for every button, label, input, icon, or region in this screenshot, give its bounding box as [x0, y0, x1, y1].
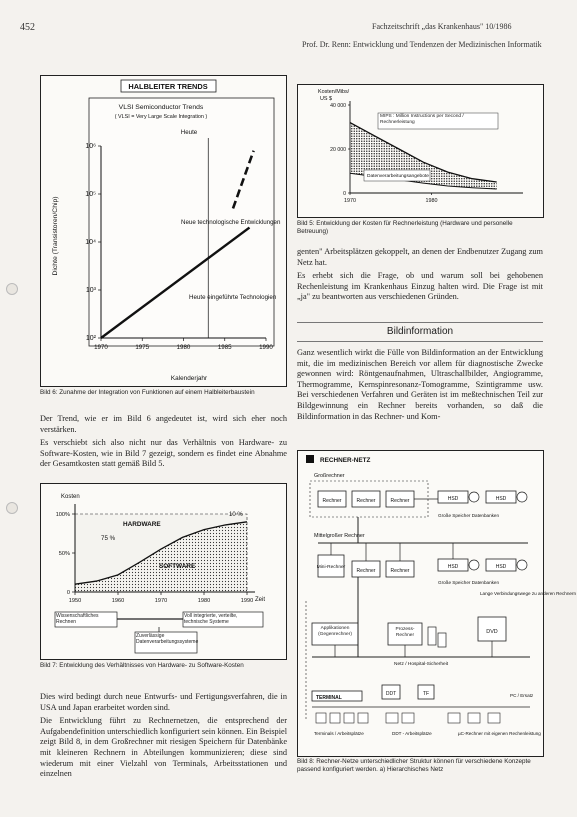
- right-column-top: [297, 247, 543, 306]
- paragraph: genten" Arbeitsplätzen gekoppelt, an denen der Endbenutzer Zugang zum Netz hat.: [297, 247, 543, 267]
- journal-title: Fachzeitschrift „das Krankenhaus" 10/1986: [372, 22, 512, 31]
- fig5-y-tick-label: 0: [343, 191, 346, 197]
- section-title: Bildinformation: [386, 326, 454, 337]
- fig7-x-tick-label: 1990: [240, 598, 254, 604]
- left-column-bottom: [40, 692, 287, 783]
- fig8-hsd-2: HSD: [495, 496, 507, 502]
- fig8-disk-label-1: Große Speicher Datenbanken: [438, 513, 500, 518]
- fig7-caption: Bild 7: Entwicklung des Verhältnisses von Hardware- zu Software-Kosten: [40, 662, 244, 669]
- fig6-subtitle2: ( VLSI = Very Large Scale Integration ): [114, 114, 208, 120]
- fig7-x-tick-label: 1970: [154, 598, 168, 604]
- fig8-terminals-label: Terminals / Arbeitsplätze: [314, 731, 364, 736]
- fig5-x-tick-label: 1980: [425, 198, 438, 204]
- author-line: Prof. Dr. Renn: Entwicklung und Tendenzen der Medizinischen Informatik: [302, 40, 542, 49]
- section-rule: [297, 322, 543, 323]
- paragraph: Dies wird bedingt durch neue Entwurfs- und Fertigungsverfahren, die in USA und Japan erarbeitet worden sind.: [40, 692, 287, 712]
- fig6-current-tech-label: Heute eingeführte Technologien: [189, 294, 277, 301]
- fig7-chart: [41, 484, 286, 659]
- fig6-x-tick-label: 1975: [135, 344, 150, 351]
- fig8-hsd-4: HSD: [495, 564, 507, 570]
- fig8-ddt-label: DDT - Arbeitsplätze: [392, 731, 432, 736]
- fig5-x-tick-label: 1970: [344, 198, 356, 204]
- fig8-grossrechner: Großrechner: [314, 473, 345, 479]
- fig7-pct-10: 10 %: [229, 512, 243, 518]
- fig8-mittelrechner: Mittelgroßer Rechner: [314, 533, 365, 539]
- fig8-rechner-4: Rechner: [356, 568, 376, 574]
- figure-8: [297, 450, 577, 757]
- fig7-x-tick-label: 1950: [68, 598, 82, 604]
- fig6-x-tick-label: 1990: [259, 344, 273, 351]
- fig8-pc-label: µC-Rechner mit eigenen Rechenleistung: [458, 731, 541, 736]
- fig7-software-label: SOFTWARE: [159, 563, 196, 570]
- fig6-subtitle: VLSI Semiconductor Trends: [118, 104, 204, 111]
- fig8-network-diagram: [298, 451, 577, 756]
- left-column-top: [40, 414, 287, 473]
- fig8-rechner-2: Rechner: [356, 498, 376, 504]
- fig6-xlabel: Kalenderjahr: [170, 375, 208, 382]
- fig8-rechner-3: Rechner: [390, 498, 410, 504]
- fig5-caption: Bild 5: Entwicklung der Kosten für Rechnerleistung (Hardware und personelle Betreuung): [297, 220, 513, 235]
- fig6-new-tech-label: Neue technologische Entwicklungen: [181, 219, 281, 226]
- fig8-process: Prozess-Rechner: [395, 627, 415, 638]
- fig8-network: Netz / Hospital-Sicherheit: [394, 662, 449, 667]
- fig8-ddt: DDT: [385, 691, 397, 697]
- fig6-y-tick-label: 10⁶: [85, 143, 96, 150]
- fig6-heute: Heute: [180, 129, 198, 136]
- fig6-x-tick-label: 1985: [217, 344, 232, 351]
- fig6-y-tick-label: 10⁴: [85, 239, 96, 246]
- figure-6: [40, 75, 287, 387]
- fig5-ylabel-unit: US $: [320, 96, 332, 102]
- fig8-dvd: DVD: [486, 629, 498, 635]
- fig5-chart: [298, 85, 543, 217]
- fig8-rechner-1: Rechner: [322, 498, 342, 504]
- paragraph: Die Entwicklung führt zu Rechnernetzen, die entsprechend der Aufgabendefinition unterschiedlich konfiguriert sein können. Ein Beispiel zeigt Bild 8, in dem Großrechner mit riesigen Speichern für Datenbänke mit kleineren Rechnern in Abteilungen kommunizieren; diese sind wiederum mit einer Vielzahl von Terminals, Arbeitsstationen und einzelnen: [40, 716, 287, 779]
- fig5-software-label: Datenverarbeitungsangebote: [367, 174, 429, 179]
- paragraph: Es erhebt sich die Frage, ob und warum soll bei gehobenen Rechenleistung im Krankenhaus Einzug halten wird. Die Frage ist mit „ja" zu beantworten aus verschiedenen Gründen.: [297, 271, 543, 302]
- fig6-y-tick-label: 10²: [85, 335, 96, 342]
- paragraph: Ganz wesentlich wirkt die Fülle von Bildinformation an der Entwicklung mit, die im medizinischen Bereich vor allem für diagnostische Zwecke gewonnen wird: Röntgenaufnahmen, Ultraschallbilder, Angiogramme, Thermogramme, Kernspinresonanz-Tomogramme, Szintigramme usw. Bei verschiedenen Verfahren und Geräten ist im meßtechnischen Teil zur Bildgewinnung ein Rechner bereits vorhanden, so daß die Bildinformation in das Rechner- und Kom-: [297, 348, 543, 421]
- fig6-caption: Bild 6: Zunahme der Integration von Funktionen auf einem Halbleiterbaustein: [40, 389, 255, 396]
- page-number: 452: [20, 22, 35, 33]
- fig7-box-3: Zuverlässige Datenverarbeitungssysteme: [136, 633, 199, 645]
- figure-7: [40, 483, 287, 660]
- fig7-y-top: Kosten: [61, 494, 80, 500]
- fig8-terminal: TERMINAL: [316, 695, 342, 701]
- fig8-applik: Applikationen (Gegenrechner): [318, 626, 352, 637]
- fig7-box-1: Wissenschaftliches Rechnen: [56, 613, 99, 625]
- fig5-y-tick-label: 40 000: [330, 103, 346, 109]
- fig7-x-tick-label: 1980: [197, 598, 211, 604]
- fig7-y-tick-label: 0: [66, 590, 70, 596]
- fig5-legend-mips: MIPS : Million Instructions per Second / Rechnerleistung: [380, 114, 464, 125]
- section-rule: [297, 341, 543, 342]
- fig8-tf: TF: [422, 691, 430, 697]
- fig8-side-label: Lange Verbindungswege zu anderen Rechnern: [480, 591, 577, 596]
- fig6-y-tick-label: 10³: [85, 287, 96, 294]
- paragraph: Der Trend, wie er im Bild 6 angedeutet ist, wird sich eher noch verstärken.: [40, 414, 287, 434]
- paragraph: Es verschiebt sich also nicht nur das Verhältnis von Hardware- zu Software-Kosten, wie in Bild 7 gezeigt, sondern es findet eine Abnahme der Gesamtkosten statt gemäß Bild 5.: [40, 438, 287, 469]
- fig6-x-tick-label: 1980: [176, 344, 191, 351]
- fig6-ylabel: Dichte (Transistoren/Chip): [52, 196, 59, 276]
- fig6-chart: [41, 76, 286, 386]
- fig7-pct-75: 75 %: [101, 535, 116, 542]
- fig6-y-tick-label: 10⁵: [85, 191, 96, 198]
- fig8-hsd-3: HSD: [447, 564, 459, 570]
- fig7-x-tick-label: 1960: [111, 598, 125, 604]
- punch-hole: [6, 502, 18, 514]
- fig5-y-tick-label: 20 000: [330, 147, 346, 153]
- fig8-caption: Bild 8: Rechner-Netze unterschiedlicher Struktur können für verschiedene Konzepte passend konfiguriert werden. a) Hierarchisches Netz: [297, 758, 531, 773]
- fig7-y-tick-label: 100%: [55, 512, 70, 518]
- fig6-x-tick-label: 1970: [94, 344, 108, 351]
- fig6-title: HALBLEITER TRENDS: [128, 82, 208, 91]
- fig8-pc: PC / Ersatz: [510, 693, 534, 698]
- fig8-rechner-5: Rechner: [390, 568, 410, 574]
- fig5-ylabel-top: Kosten/Mibs/: [318, 89, 350, 95]
- fig7-x-tail: Zeit: [255, 597, 266, 603]
- figure-5: [297, 84, 544, 218]
- fig8-title: RECHNER-NETZ: [320, 457, 371, 464]
- fig7-y-tick-label: 50%: [58, 551, 70, 557]
- fig8-hsd-1: HSD: [447, 496, 459, 502]
- fig8-mini-rechner: Mini-Rechner: [316, 565, 346, 570]
- fig7-box-2: Voll integrierte, verteilte, technische Systeme: [184, 613, 238, 625]
- fig7-hardware-label: HARDWARE: [123, 521, 161, 528]
- fig8-disk-label-2: Große Speicher Datenbanken: [438, 580, 500, 585]
- punch-hole: [6, 283, 18, 295]
- right-column-middle: [297, 348, 543, 425]
